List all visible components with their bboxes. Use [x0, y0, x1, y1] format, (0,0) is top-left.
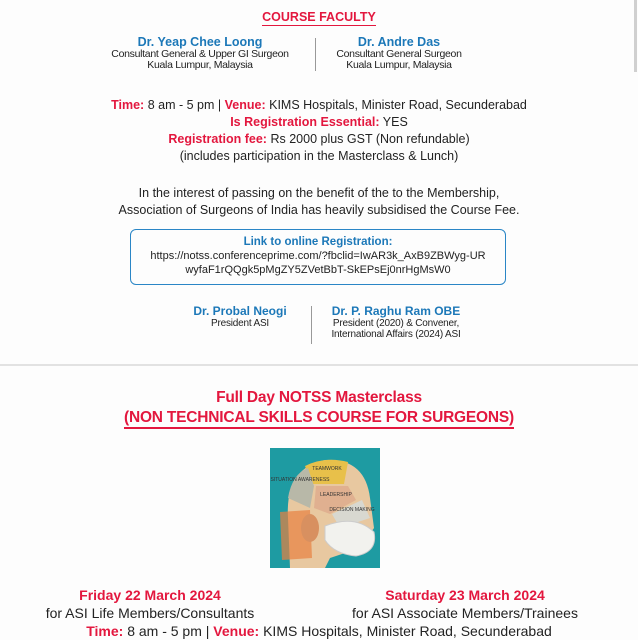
course-faculty-heading — [0, 10, 638, 25]
head-illustration-icon — [270, 448, 380, 568]
faculty-location: Kuala Lumpur, Malaysia — [346, 58, 452, 71]
masterclass-title-line-1: Full Day NOTSS Masterclass — [216, 389, 422, 406]
time-label: Time: — [111, 98, 145, 112]
signatory-name: Dr. Probal Neogi — [193, 304, 287, 318]
registration-essential-label: Is Registration Essential: — [230, 115, 380, 129]
faculty-name: Dr. Andre Das — [357, 35, 441, 49]
registration-fee-label: Registration fee: — [168, 132, 267, 146]
signatory-divider — [311, 306, 312, 344]
signatory-2 — [316, 304, 476, 340]
venue-label: Venue: — [213, 623, 260, 639]
illustration-label: SITUATION AWARENESS — [270, 477, 330, 483]
notss-illustration — [270, 448, 380, 568]
subsidy-line-1: In the interest of passing on the benefit of the to the Membership, — [138, 186, 500, 200]
day-date: Friday 22 March 2024 — [79, 587, 221, 603]
day-audience: for ASI Life Members/Consultants — [45, 605, 255, 621]
scrollbar[interactable] — [634, 0, 637, 72]
course-info — [0, 97, 638, 165]
registration-essential-line — [0, 114, 638, 131]
signatory-1 — [170, 304, 310, 329]
day-friday — [20, 586, 280, 622]
masterclass-title-line-2: (NON TECHNICAL SKILLS COURSE FOR SURGEONS) — [124, 409, 514, 429]
registration-fee-note: (includes participation in the Masterclass & Lunch) — [179, 149, 459, 163]
venue-value: KIMS Hospitals, Minister Road, Secunderabad — [269, 98, 527, 112]
day-saturday — [330, 586, 600, 622]
signatory-title: President (2020) & Convener, — [332, 318, 460, 329]
venue-label: Venue: — [224, 98, 266, 112]
registration-essential-value: YES — [382, 115, 408, 129]
section-separator — [0, 364, 638, 366]
registration-url-line-2[interactable]: wyfaF1rQQgk5pMgZY5ZVetBbT-SkEPsEj0nrHgMsW0 — [185, 264, 451, 276]
illustration-label: DECISION MAKING — [329, 507, 375, 513]
registration-url-line-1[interactable]: https://notss.conferenceprime.com/?fbclid=IwAR3k_AxB9ZBWyg-UR — [150, 250, 486, 262]
course2-time-venue-line — [0, 623, 638, 640]
day-audience: for ASI Associate Members/Trainees — [352, 605, 578, 621]
faculty-divider — [315, 38, 316, 71]
registration-fee-value: Rs 2000 plus GST (Non refundable) — [270, 132, 470, 146]
signatory-name: Dr. P. Raghu Ram OBE — [331, 304, 461, 318]
registration-fee-line — [0, 131, 638, 148]
faculty-role: Consultant General & Upper GI Surgeon — [111, 48, 289, 60]
faculty-member-1 — [90, 35, 310, 70]
time-value: 8 am - 5 pm | — [147, 98, 222, 112]
registration-link-label: Link to online Registration: — [243, 236, 393, 248]
faculty-location: Kuala Lumpur, Malaysia — [147, 58, 253, 71]
course-faculty-heading-text: COURSE FACULTY — [262, 10, 376, 24]
time-label: Time: — [86, 623, 124, 639]
subsidy-note — [0, 185, 638, 219]
subsidy-line-2: Association of Surgeons of India has heavily subsidised the Course Fee. — [118, 203, 520, 217]
illustration-label: TEAMWORK — [312, 466, 342, 472]
faculty-name: Dr. Yeap Chee Loong — [137, 35, 263, 49]
day-date: Saturday 23 March 2024 — [385, 587, 545, 603]
faculty-member-2 — [318, 35, 480, 70]
signatory-title: President ASI — [211, 318, 269, 329]
masterclass-title — [0, 388, 638, 428]
time-value: 8 am - 5 pm | — [127, 623, 210, 639]
signatory-title-line-2: International Affairs (2024) ASI — [331, 329, 461, 340]
registration-link-box — [130, 229, 506, 285]
time-venue-line — [0, 97, 638, 114]
venue-value: KIMS Hospitals, Minister Road, Secunderabad — [263, 623, 552, 639]
illustration-label: LEADERSHIP — [320, 492, 352, 498]
faculty-role: Consultant General Surgeon — [336, 48, 462, 60]
